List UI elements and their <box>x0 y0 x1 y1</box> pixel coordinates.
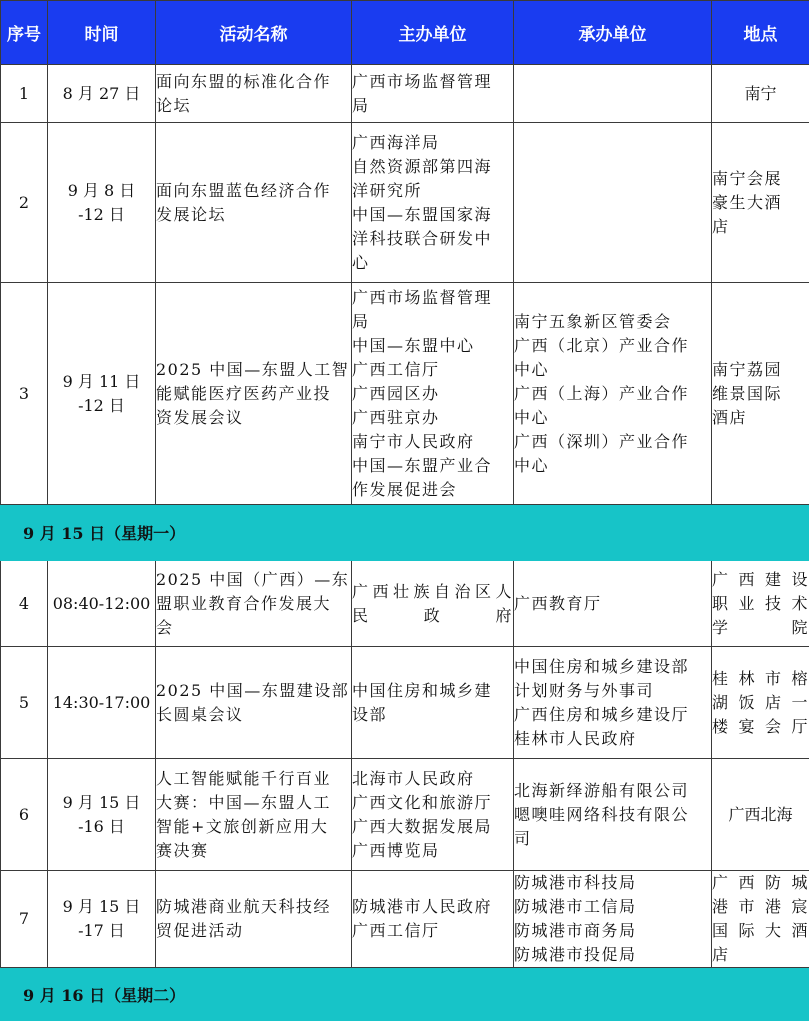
cell-line: 职业技术 <box>712 593 809 613</box>
cell-host <box>352 123 514 283</box>
table-row <box>1 871 809 968</box>
cell-line: 计划财务与外事司 <box>514 680 655 700</box>
cell-name <box>156 871 352 968</box>
cell-line: 广西市场监督管理 <box>352 71 493 91</box>
cell-line: 智能+文旅创新应用大 <box>156 816 329 836</box>
cell-line: 08:40-12:00 <box>52 593 151 613</box>
cell-organizer <box>514 871 712 968</box>
cell-venue <box>712 759 809 871</box>
cell-seq: 6 <box>1 759 48 871</box>
cell-line: 2025 中国—东盟建设部 <box>156 680 350 700</box>
cell-time <box>48 123 156 283</box>
cell-line: 人工智能赋能千行百业 <box>156 768 332 788</box>
cell-venue <box>712 561 809 647</box>
cell-line: 国际大酒 <box>712 921 809 940</box>
header-organizer: 承办单位 <box>514 1 712 65</box>
date-banner <box>1 505 809 561</box>
cell-host <box>352 283 514 505</box>
cell-line: -12 日 <box>78 204 125 224</box>
rows-after <box>1 561 809 968</box>
cell-line: 防城港市工信局 <box>514 897 637 916</box>
cell-organizer <box>514 283 712 505</box>
cell-line: 广西（深圳）产业合作 <box>514 431 690 451</box>
cell-line: 北海新绎游船有限公司 <box>514 780 690 800</box>
table-row <box>1 123 809 283</box>
cell-line: -17 日 <box>78 921 125 940</box>
cell-name <box>156 561 352 647</box>
header-time: 时间 <box>48 1 156 65</box>
date-banner <box>1 968 809 1021</box>
cell-line: 学院 <box>712 617 809 637</box>
cell-line: 2025 中国—东盟人工智 <box>156 359 350 379</box>
table-row <box>1 647 809 759</box>
cell-line: -16 日 <box>78 816 125 836</box>
cell-line: 能赋能医疗医药产业投 <box>156 383 332 403</box>
cell-line: 楼宴会厅 <box>712 716 809 736</box>
cell-host <box>352 759 514 871</box>
cell-line: 发展论坛 <box>156 204 227 224</box>
cell-line: 防城港市科技局 <box>514 873 637 892</box>
cell-venue <box>712 283 809 505</box>
cell-line: 作发展促进会 <box>352 479 458 499</box>
cell-host <box>352 561 514 647</box>
cell-organizer <box>514 759 712 871</box>
cell-seq: 5 <box>1 647 48 759</box>
cell-host <box>352 65 514 123</box>
cell-line: 盟职业教育合作发展大 <box>156 593 332 613</box>
cell-line: 南宁荔园 <box>712 359 783 379</box>
cell-line: 面向东盟蓝色经济合作 <box>156 180 332 200</box>
cell-line: 南宁市人民政府 <box>352 431 475 451</box>
table-row <box>1 561 809 647</box>
cell-line: -12 日 <box>78 395 125 415</box>
cell-line: 广西教育厅 <box>514 593 602 613</box>
cell-line: 广西工信厅 <box>352 921 440 940</box>
cell-line: 9 月 11 日 <box>62 371 141 391</box>
cell-line: 中国住房和城乡建设部 <box>514 656 690 676</box>
cell-line: 贸促进活动 <box>156 921 244 940</box>
cell-line: 8 月 27 日 <box>62 83 141 103</box>
cell-line: 资发展会议 <box>156 407 244 427</box>
cell-line: 南宁会展 <box>712 168 783 188</box>
cell-line: 防城港商业航天科技经 <box>156 897 332 916</box>
cell-line: 南宁 <box>744 83 777 103</box>
cell-line: 广西北海 <box>728 804 793 824</box>
date-banner-label: 9 月 15 日（星期一） <box>1 505 809 561</box>
cell-line: 嗯噢哇网络科技有限公 <box>514 804 690 824</box>
cell-line: 广西工信厅 <box>352 359 440 379</box>
header-host: 主办单位 <box>352 1 514 65</box>
cell-line: 广西市场监督管理 <box>352 287 493 307</box>
cell-line: 防城港市商务局 <box>514 921 637 940</box>
cell-time <box>48 871 156 968</box>
cell-line: 广西大数据发展局 <box>352 816 493 836</box>
cell-line: 中心 <box>514 455 550 475</box>
cell-line: 赛决赛 <box>156 840 209 860</box>
cell-line: 湖饭店一 <box>712 692 809 712</box>
cell-line: 中国—东盟国家海 <box>352 204 493 224</box>
cell-time <box>48 65 156 123</box>
cell-line: 广西文化和旅游厅 <box>352 792 493 812</box>
cell-line: 洋研究所 <box>352 180 423 200</box>
cell-line: 长圆桌会议 <box>156 704 244 724</box>
cell-line: 广西住房和城乡建设厅 <box>514 704 690 724</box>
cell-venue <box>712 123 809 283</box>
header-venue: 地点 <box>712 1 809 65</box>
date-banner-label: 9 月 16 日（星期二） <box>1 968 809 1021</box>
cell-line: 9 月 15 日 <box>62 897 141 916</box>
cell-line: 中心 <box>514 359 550 379</box>
cell-name <box>156 123 352 283</box>
cell-line: 中心 <box>514 407 550 427</box>
cell-line: 中国—东盟中心 <box>352 335 475 355</box>
cell-line: 店 <box>712 945 730 964</box>
cell-venue <box>712 871 809 968</box>
header-name: 活动名称 <box>156 1 352 65</box>
cell-line: 南宁五象新区管委会 <box>514 311 672 331</box>
cell-venue <box>712 65 809 123</box>
cell-line: 桂林市榕 <box>712 668 809 688</box>
cell-line: 酒店 <box>712 407 748 427</box>
cell-line: 桂林市人民政府 <box>514 728 637 748</box>
rows-before <box>1 65 809 505</box>
cell-line: 广西（上海）产业合作 <box>514 383 690 403</box>
table-row <box>1 65 809 123</box>
cell-seq: 4 <box>1 561 48 647</box>
cell-line: 广西园区办 <box>352 383 440 403</box>
cell-line: 广西防城 <box>712 873 809 892</box>
cell-host <box>352 647 514 759</box>
cell-line: 广西壮族自治区人 <box>352 581 513 601</box>
cell-line: 9 月 15 日 <box>62 792 141 812</box>
cell-organizer <box>514 123 712 283</box>
cell-seq: 3 <box>1 283 48 505</box>
cell-line: 大赛：中国—东盟人工 <box>156 792 332 812</box>
cell-line: 中国住房和城乡建 <box>352 680 493 700</box>
cell-line: 设部 <box>352 704 388 724</box>
cell-line: 论坛 <box>156 95 192 115</box>
cell-line: 局 <box>352 311 370 331</box>
cell-line: 自然资源部第四海 <box>352 156 493 176</box>
cell-line: 中国—东盟产业合 <box>352 455 493 475</box>
cell-venue <box>712 647 809 759</box>
cell-line: 广西（北京）产业合作 <box>514 335 690 355</box>
cell-line: 防城港市人民政府 <box>352 897 493 916</box>
cell-line: 民政府 <box>352 605 513 625</box>
cell-time <box>48 647 156 759</box>
cell-seq: 7 <box>1 871 48 968</box>
cell-line: 店 <box>712 216 730 236</box>
cell-line: 广西驻京办 <box>352 407 440 427</box>
cell-line: 会 <box>156 617 174 637</box>
cell-time <box>48 561 156 647</box>
cell-line: 14:30-17:00 <box>52 692 151 712</box>
cell-time <box>48 759 156 871</box>
cell-line: 广西建设 <box>712 569 809 589</box>
table-row <box>1 283 809 505</box>
cell-line: 北海市人民政府 <box>352 768 475 788</box>
cell-seq: 2 <box>1 123 48 283</box>
cell-time <box>48 283 156 505</box>
cell-line: 9 月 8 日 <box>67 180 136 200</box>
cell-name <box>156 647 352 759</box>
cell-line: 面向东盟的标准化合作 <box>156 71 332 91</box>
cell-organizer <box>514 65 712 123</box>
cell-name <box>156 759 352 871</box>
cell-line: 广西海洋局 <box>352 132 440 152</box>
cell-line: 防城港市投促局 <box>514 945 637 964</box>
cell-host <box>352 871 514 968</box>
header-seq: 序号 <box>1 1 48 65</box>
cell-line: 洋科技联合研发中 <box>352 228 493 248</box>
cell-line: 2025 中国（广西）—东 <box>156 569 350 589</box>
cell-name <box>156 283 352 505</box>
cell-organizer <box>514 561 712 647</box>
cell-line: 司 <box>514 828 532 848</box>
cell-line: 局 <box>352 95 370 115</box>
cell-seq: 1 <box>1 65 48 123</box>
cell-organizer <box>514 647 712 759</box>
table-row <box>1 759 809 871</box>
cell-line: 广西博览局 <box>352 840 440 860</box>
cell-line: 港市港宸 <box>712 897 809 916</box>
cell-line: 豪生大酒 <box>712 192 783 212</box>
cell-line: 维景国际 <box>712 383 783 403</box>
cell-line: 心 <box>352 252 370 272</box>
cell-name <box>156 65 352 123</box>
header-row <box>1 1 809 65</box>
